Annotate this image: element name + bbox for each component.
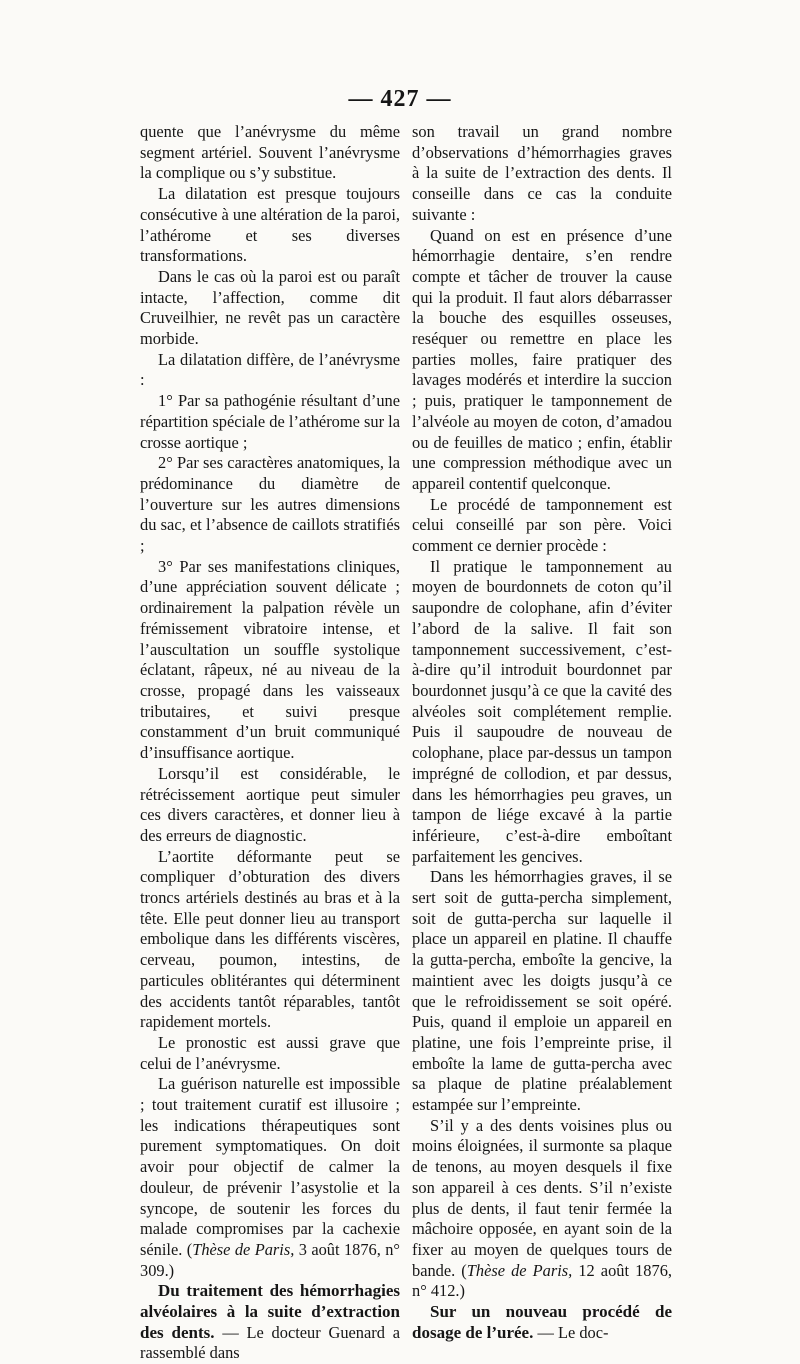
section-text: — Le doc- bbox=[537, 1322, 609, 1342]
paragraph: Le pronostic est aussi grave que celui de l’anévrysme. bbox=[140, 1032, 400, 1073]
section-paragraph bbox=[412, 1302, 672, 1343]
paragraph: son travail un grand nombre d’observations d’hémorrhagies graves à la suite de l’extraction des dents. Il conseille dans ce cas la conduite suivante : bbox=[412, 122, 672, 224]
paragraph-text: La guérison naturelle est impossible ; tout traitement curatif est illusoire ; les indications thérapeutiques sont purement symptomatiques. On doit avoir pour objectif de calmer la douleur, de prévenir l’asystolie et la syncope, de soutenir les forces du malade compromises par la cachexie sénile. bbox=[140, 1074, 400, 1259]
paragraph: La dilatation diffère, de l’anévrysme : bbox=[140, 349, 400, 390]
section-paragraph bbox=[140, 1281, 400, 1364]
paragraph: Quand on est en présence d’une hémorrhagie dentaire, s’en rendre compte et tâcher de trouver la cause qui la produit. Il faut alors débarrasser la bouche des esquilles osseuses, reséquer ou remettre en place les parties molles, faire pratiquer des lavages modérés et interdire la succion ; puis, pratiquer le tamponnement de l’alvéole au moyen de coton, d’amadou ou de feuilles de matico ; enfin, établir une compression méthodique avec un appareil contentif quelconque. bbox=[412, 225, 672, 493]
page-number: — 427 — bbox=[348, 86, 452, 112]
list-item: 2° Par ses caractères anatomiques, la prédominance du diamètre de l’ouverture sur les autres dimensions du sac, et l’absence de caillots stratifiés ; bbox=[140, 453, 400, 556]
paragraph: La dilatation est presque toujours consécutive à une altération de la paroi, l’athérome et ses diverses transformations. bbox=[140, 184, 400, 266]
citation-date: 3 août 1876, n° 309.) bbox=[140, 1239, 400, 1280]
section-heading: Sur un nouveau procédé de dosage de l’urée. bbox=[412, 1302, 672, 1342]
paragraph: La guérison naturelle est impossible ; tout traitement curatif est illusoire ; les indications thérapeutiques sont purement symptomatiques. On doit avoir pour objectif de calmer la douleur, de prévenir l’asystolie et la syncope, de soutenir les forces du malade compromises par la cachexie sénile. (Thèse de Paris, 3 août 1876, n° 309.) bbox=[140, 1074, 400, 1280]
paragraph: Dans le cas où la paroi est ou paraît intacte, l’affection, comme dit Cruveilhier, ne revêt pas un caractère morbide. bbox=[140, 266, 400, 349]
right-column bbox=[412, 122, 672, 1343]
paragraph: Lorsqu’il est considérable, le rétrécissement aortique peut simuler ces divers caractères, et donner lieu à des erreurs de diagnostic. bbox=[140, 763, 400, 845]
left-column bbox=[140, 122, 400, 1364]
list-item: 1° Par sa pathogénie résultant d’une répartition spéciale de l’athérome sur la crosse aortique ; bbox=[140, 391, 400, 452]
paragraph: Le procédé de tamponnement est celui conseillé par son père. Voici comment ce dernier procède : bbox=[412, 494, 672, 556]
paragraph: L’aortite déformante peut se compliquer d’obturation des divers troncs artériels destinés au bras et à la tête. Elle peut donner lieu au transport embolique dans les différents viscères, cerveau, poumon, intestins, de particules oblitérantes qui déterminent des accidents tantôt réparables, tantôt rapidement mortels. bbox=[140, 846, 400, 1032]
paragraph: S’il y a des dents voisines plus ou moins éloignées, il surmonte sa plaque de tenons, au moyen desquels il fixe son appareil à ces dents. S’il n’existe plus de dents, il faut tenir fermée la mâchoire opposée, en ayant soin de la fixer au moyen de quelques tours de bande. (Thèse de Paris, 12 août 1876, n° 412.) bbox=[412, 1115, 672, 1301]
list-item: 3° Par ses manifestations cliniques, d’une appréciation souvent délicate ; ordinairement la palpation révèle un frémissement vibratoire intense, et l’auscultation un souffle systolique éclatant, râpeux, né au niveau de la crosse, propagé dans les vaisseaux tributaires, et suivi presque constamment d’un bruit communiqué d’insuffisance aortique. bbox=[140, 556, 400, 763]
citation-journal: Thèse de Paris, bbox=[192, 1239, 295, 1259]
section-heading: Du traitement des hémorrhagies alvéolaires à la suite d’extraction des dents. bbox=[140, 1281, 400, 1342]
paragraph: Il pratique le tamponnement au moyen de bourdonnets de coton qu’il saupondre de colophane, afin d’éviter l’abord de la salive. Il fait son tamponnement successivement, c’est-à-dire qu’il introduit bourdonnet par bourdonnet jusqu’à ce que la cavité des alvéoles soit complétement remplie. Puis il saupoudre de nouveau de colophane, place par-dessus un tampon imprégné de collodion, et par dessus, dans les hémorrhagies peu graves, un tampon de liége excavé à la partie inférieure, c’est-à-dire emboîtant parfaitement les gencives. bbox=[412, 556, 672, 866]
paragraph: Dans les hémorrhagies graves, il se sert soit de gutta-percha simplement, soit de gutta-percha sur laquelle il place un appareil en platine. Il chauffe la gutta-percha, emboîte la gencive, la maintient avec les doigts jusqu’à ce que le refroidissement se soit opéré. Puis, quand il emploie un appareil en platine, une fois l’empreinte prise, il emboîte la lame de gutta-percha avec sa plaque de platine préalablement estampée sur l’empreinte. bbox=[412, 867, 672, 1115]
paragraph-text: S’il y a des dents voisines plus ou moins éloignées, il surmonte sa plaque de tenons, au moyen desquels il fixe son appareil à ces dents. S’il n’existe plus de dents, il faut tenir fermée la mâchoire opposée, en ayant soin de la fixer au moyen de quelques tours de bande. bbox=[412, 1115, 672, 1280]
citation-journal: Thèse de Paris, bbox=[466, 1260, 573, 1280]
paragraph: quente que l’anévrysme du même segment artériel. Souvent l’anévrysme la complique ou s’y substitue. bbox=[140, 122, 400, 183]
citation-date: 12 août 1876, n° 412.) bbox=[412, 1260, 672, 1301]
section-text: — Le docteur Guenard a rassemblé dans bbox=[140, 1322, 400, 1363]
